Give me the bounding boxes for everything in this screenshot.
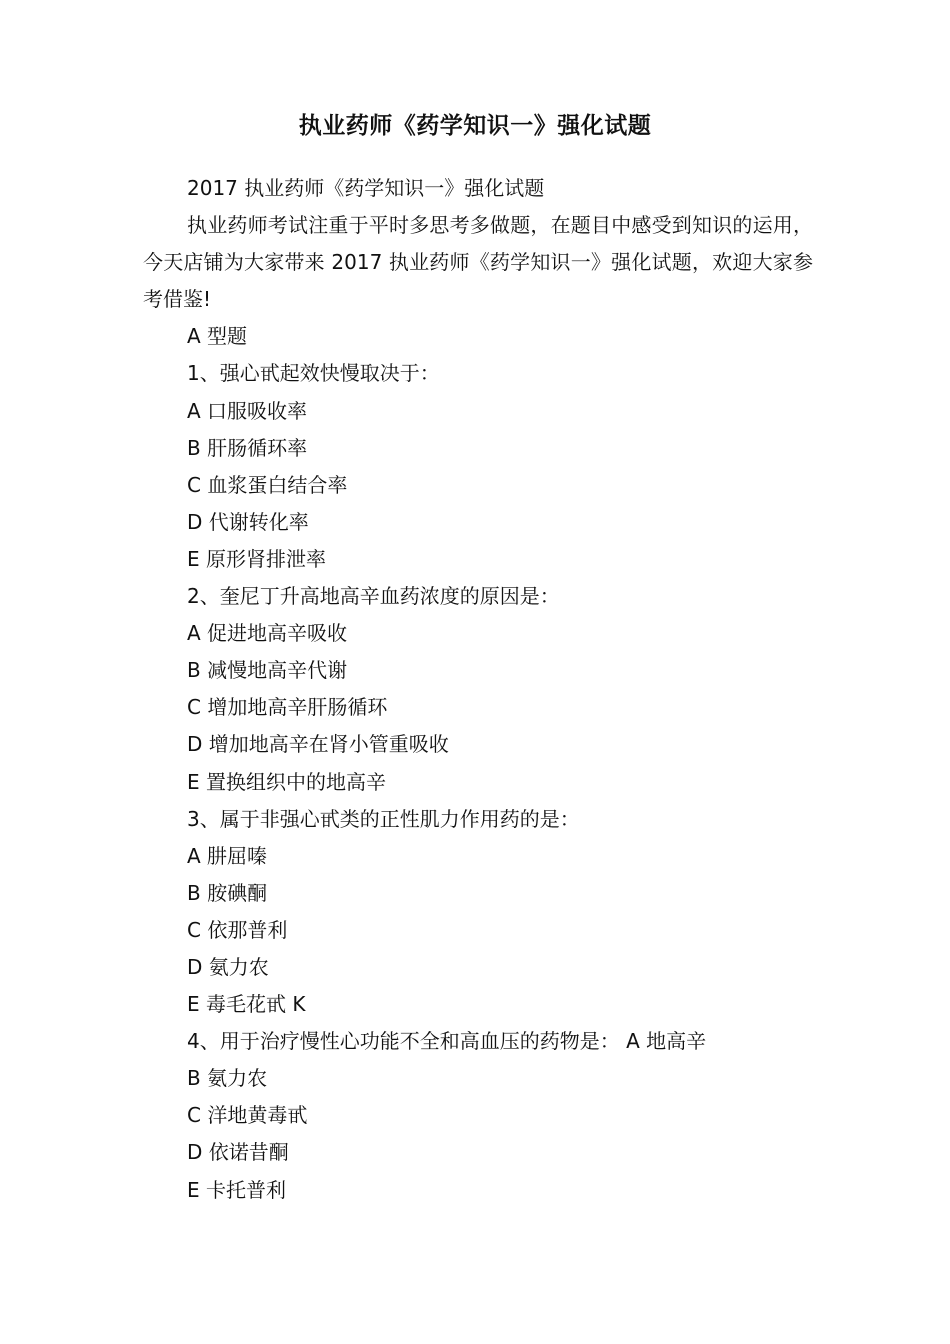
question-4-option-c: C 洋地黄毒甙 [187,1103,308,1128]
subtitle-line: 2017 执业药师《药学知识一》强化试题 [187,176,545,200]
question-3-option-b: B 胺碘酮 [187,880,268,905]
question-4-stem: 4、用于治疗慢性心功能不全和高血压的药物是： A 地高辛 [187,1029,707,1054]
question-4-option-d: D 依诺昔酮 [187,1140,289,1165]
question-3-option-e: E 毒毛花甙 K [187,992,306,1017]
question-2-option-e: E 置换组织中的地高辛 [187,769,386,794]
question-1-option-d: D 代谢转化率 [187,509,309,534]
question-1-option-e: E 原形肾排泄率 [187,546,326,571]
section-label: A 型题 [187,324,248,349]
question-2-option-d: D 增加地高辛在肾小管重吸收 [187,732,449,757]
intro-paragraph: 执业药师考试注重于平时多思考多做题，在题目中感受到知识的运用，今天店铺为大家带来 2017 执业药师《药学知识一》强化试题，欢迎大家参考借鉴! [143,213,813,312]
document-title: 执业药师《药学知识一》强化试题 [298,113,652,139]
question-1-option-a: A 口服吸收率 [187,398,308,423]
question-1-stem: 1、强心甙起效快慢取决于： [187,361,440,386]
question-1-option-b: B 肝肠循环率 [187,435,308,460]
document-body [143,170,813,1209]
question-2-option-c: C 增加地高辛肝肠循环 [187,695,388,720]
question-2-option-a: A 促进地高辛吸收 [187,621,348,646]
question-3-option-a: A 肼屈嗪 [187,843,268,868]
question-4-option-e: E 卡托普利 [187,1177,286,1202]
question-2-stem: 2、奎尼丁升高地高辛血药浓度的原因是： [187,584,560,609]
question-3-option-d: D 氨力农 [187,954,269,979]
question-4-option-b: B 氨力农 [187,1066,268,1091]
question-3-option-c: C 依那普利 [187,917,288,942]
question-2-option-b: B 减慢地高辛代谢 [187,658,348,683]
question-1-option-c: C 血浆蛋白结合率 [187,472,348,497]
question-3-stem: 3、属于非强心甙类的正性肌力作用药的是： [187,806,580,831]
